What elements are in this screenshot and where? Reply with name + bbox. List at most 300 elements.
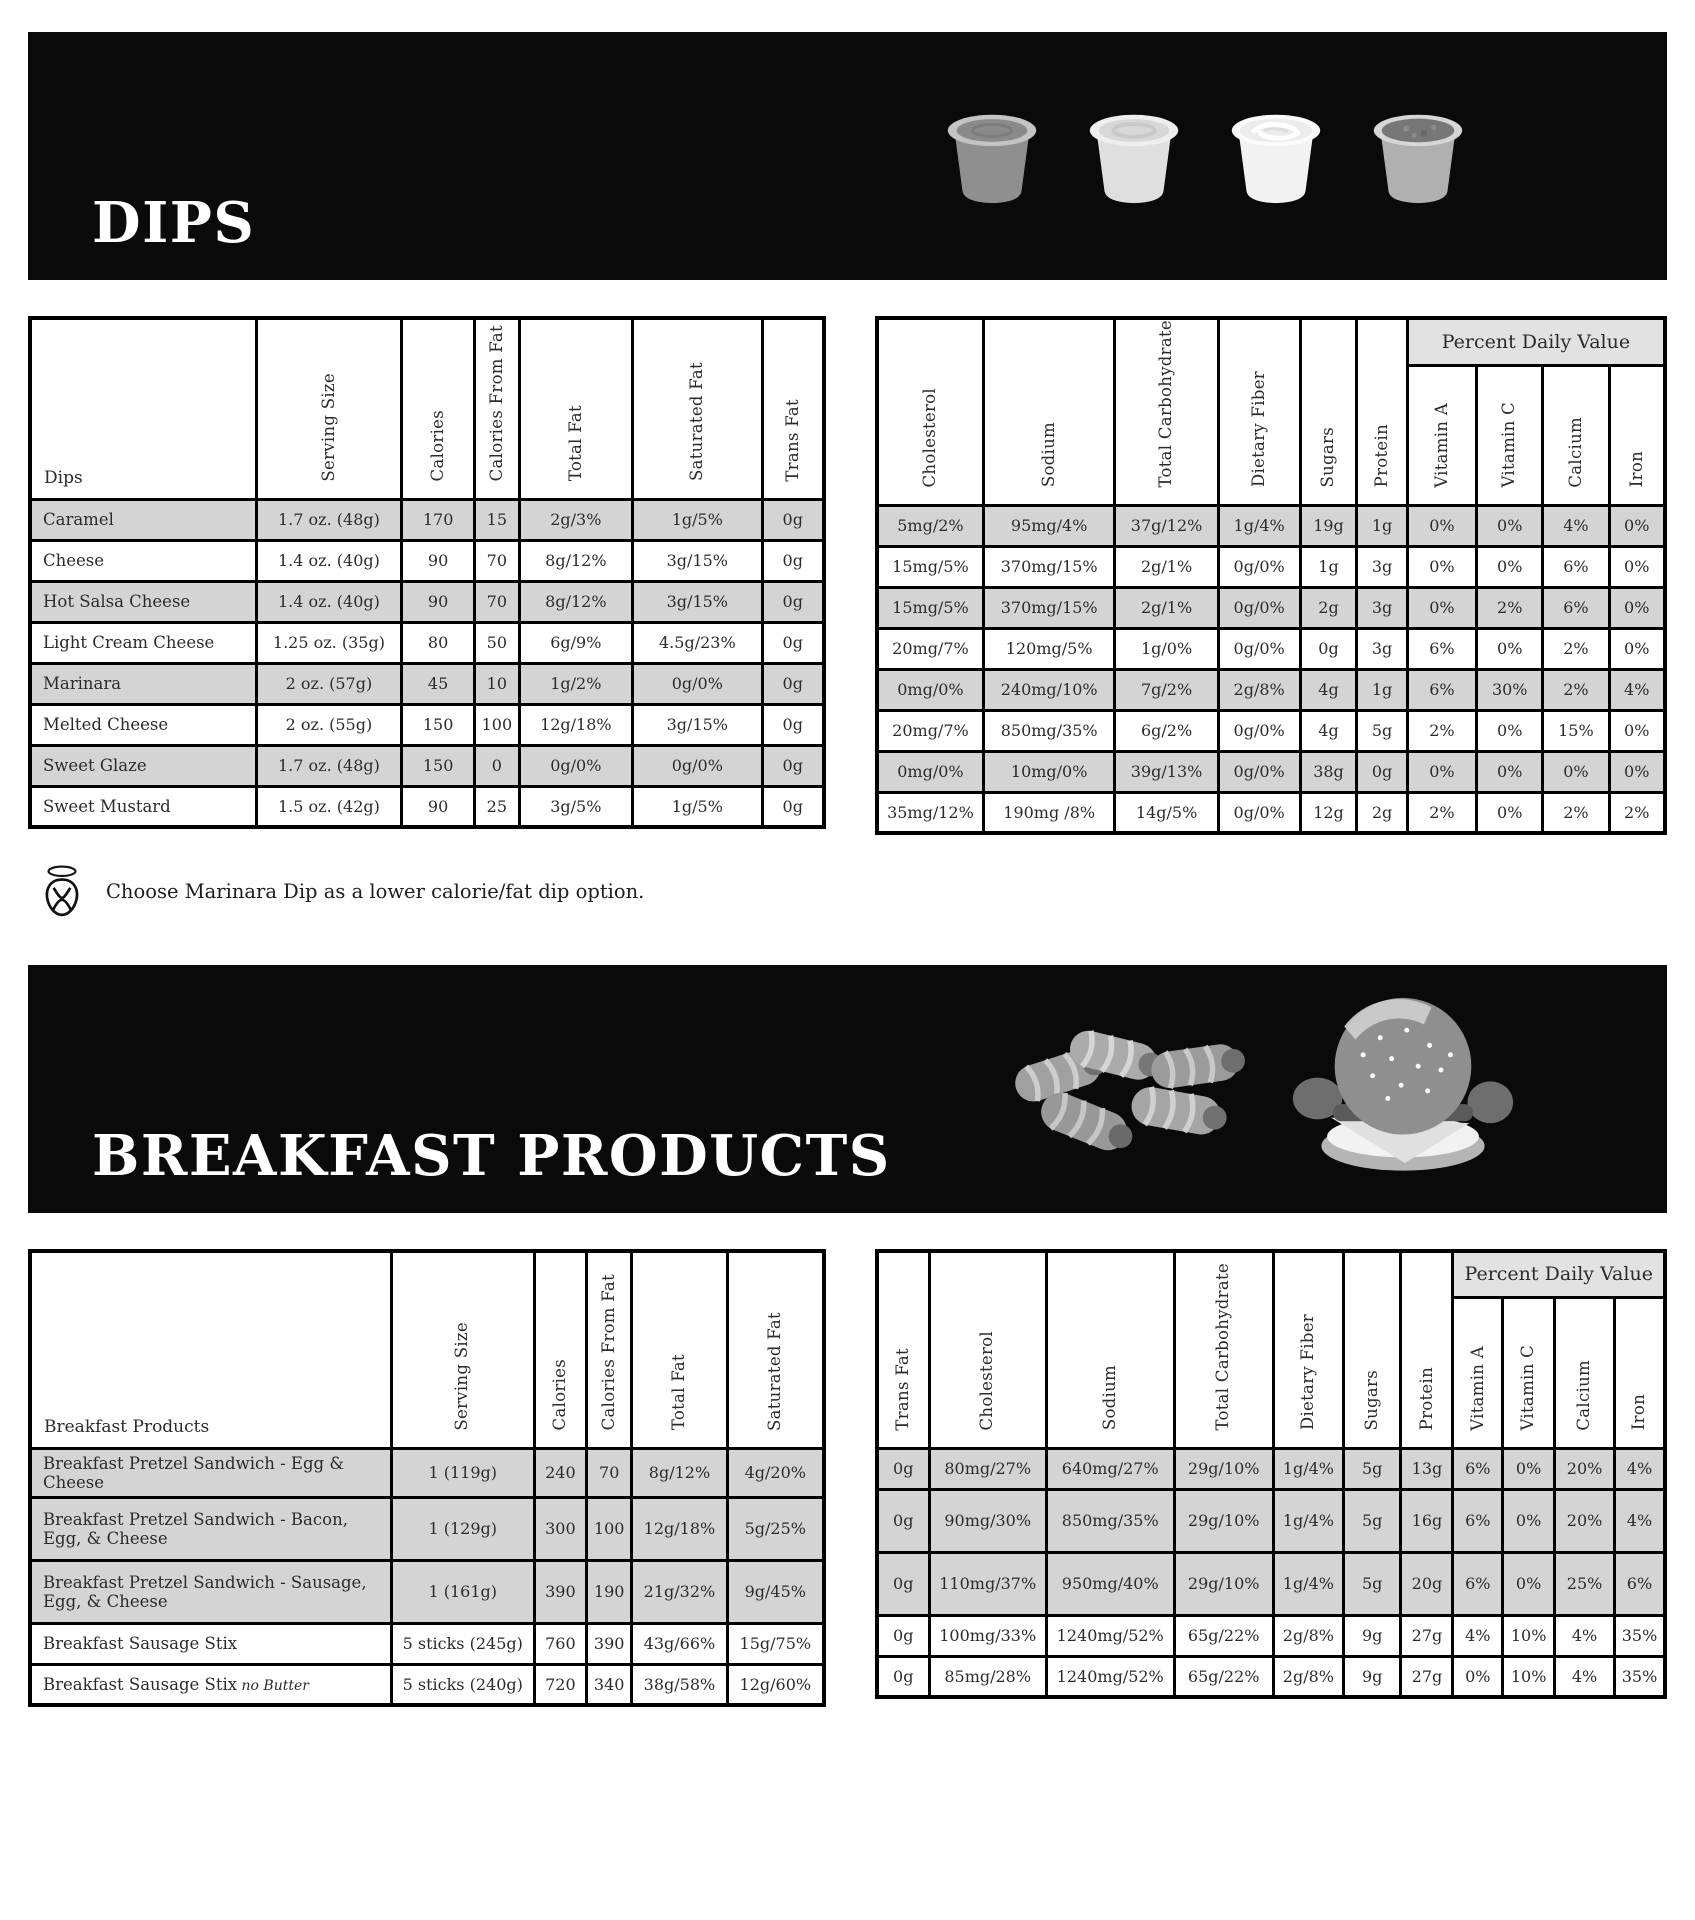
dips-tables-row <box>28 316 1667 835</box>
column-header: Dietary Fiber <box>1218 318 1300 505</box>
table-cell: 95mg/4% <box>983 505 1115 546</box>
table-cell: 25% <box>1555 1552 1615 1615</box>
table-cell: 6% <box>1614 1552 1665 1615</box>
table-cell: 0g <box>762 745 824 786</box>
table-cell: 1240mg/52% <box>1046 1656 1174 1697</box>
table-cell: 0% <box>1477 546 1543 587</box>
column-header: Total Carbohydrate <box>1174 1251 1273 1448</box>
table-cell: 90 <box>402 540 475 581</box>
table-cell: 0g/0% <box>1218 546 1300 587</box>
table-cell: 35% <box>1614 1615 1665 1656</box>
table-cell: 10% <box>1503 1615 1555 1656</box>
table-row <box>30 1560 824 1623</box>
table-cell: 0g/0% <box>519 745 633 786</box>
dips-note-text: Choose Marinara Dip as a lower calorie/fat dip option. <box>106 879 645 903</box>
table-cell: 0% <box>1477 505 1543 546</box>
table-cell: 0mg/0% <box>877 751 983 792</box>
table-row <box>877 1552 1665 1615</box>
table-cell: 0g <box>877 1656 929 1697</box>
table-cell: 1g <box>1357 669 1407 710</box>
breakfast-products-photo <box>1003 996 1517 1182</box>
table-cell: 1.25 oz. (35g) <box>256 622 401 663</box>
table-cell: 850mg/35% <box>983 710 1115 751</box>
table-cell: 340 <box>587 1664 632 1705</box>
table-cell: 65g/22% <box>1174 1656 1273 1697</box>
table-cell: 37g/12% <box>1115 505 1218 546</box>
pretzel-halo-icon <box>40 864 86 918</box>
cheese-dip-cup-image <box>1075 101 1193 211</box>
column-header: Sugars <box>1343 1251 1401 1448</box>
table-cell: 2g/8% <box>1273 1656 1343 1697</box>
table-cell: 720 <box>534 1664 586 1705</box>
table-cell: 9g/45% <box>727 1560 824 1623</box>
table-cell: 10% <box>1503 1656 1555 1697</box>
table-cell: 0g <box>762 622 824 663</box>
table-cell: 90mg/30% <box>929 1489 1046 1552</box>
column-header: Serving Size <box>256 318 401 499</box>
breakfast-section <box>28 965 1667 1707</box>
table-cell: 4% <box>1609 669 1665 710</box>
dip-cups-photo <box>933 101 1477 211</box>
table-cell: 0g/0% <box>1218 587 1300 628</box>
table-cell: 10 <box>475 663 519 704</box>
table-cell: 6% <box>1407 628 1476 669</box>
column-header: Calories From Fat <box>587 1251 632 1448</box>
table-cell: 170 <box>402 499 475 540</box>
row-label: Breakfast Sausage Stix no Butter <box>30 1664 391 1705</box>
table-cell: 4% <box>1555 1615 1615 1656</box>
table-cell: 6% <box>1543 587 1609 628</box>
table-cell: 90 <box>402 786 475 827</box>
table-cell: 4% <box>1614 1489 1665 1552</box>
table-cell: 0mg/0% <box>877 669 983 710</box>
table-cell: 16g <box>1401 1489 1453 1552</box>
column-header: Calories <box>402 318 475 499</box>
table-cell: 100 <box>475 704 519 745</box>
dips-banner <box>28 32 1667 280</box>
table-cell: 15 <box>475 499 519 540</box>
table-cell: 0% <box>1609 546 1665 587</box>
table-row <box>30 622 824 663</box>
table-cell: 1g/4% <box>1273 1489 1343 1552</box>
row-label: Sweet Glaze <box>30 745 256 786</box>
table-row <box>30 1497 824 1560</box>
table-row <box>877 628 1665 669</box>
table-cell: 29g/10% <box>1174 1489 1273 1552</box>
table-row <box>877 1656 1665 1697</box>
column-header: Dietary Fiber <box>1273 1251 1343 1448</box>
table-cell: 2g/1% <box>1115 546 1218 587</box>
table-row <box>30 663 824 704</box>
table-cell: 2g <box>1300 587 1357 628</box>
table-cell: 0g <box>877 1552 929 1615</box>
table-cell: 4% <box>1614 1448 1665 1489</box>
table-cell: 1 (119g) <box>391 1448 534 1497</box>
dips-nutrition-table-right <box>875 316 1667 835</box>
table-cell: 390 <box>534 1560 586 1623</box>
row-label: Marinara <box>30 663 256 704</box>
table-cell: 2 oz. (55g) <box>256 704 401 745</box>
table-cell: 0g/0% <box>633 663 762 704</box>
column-header: Sodium <box>1046 1251 1174 1448</box>
column-header: Calories <box>534 1251 586 1448</box>
table-row <box>877 546 1665 587</box>
column-header: Cholesterol <box>877 318 983 505</box>
table-cell: 0% <box>1477 710 1543 751</box>
table-cell: 4.5g/23% <box>633 622 762 663</box>
table-cell: 12g/60% <box>727 1664 824 1705</box>
dips-note <box>40 861 1667 921</box>
table-cell: 370mg/15% <box>983 546 1115 587</box>
table-cell: 25 <box>475 786 519 827</box>
row-label: Light Cream Cheese <box>30 622 256 663</box>
table-cell: 1g <box>1300 546 1357 587</box>
table-row <box>30 581 824 622</box>
row-label: Breakfast Pretzel Sandwich - Sausage, Egg, & Cheese <box>30 1560 391 1623</box>
row-label: Breakfast Pretzel Sandwich - Bacon, Egg, & Cheese <box>30 1497 391 1560</box>
table-cell: 0g/0% <box>1218 710 1300 751</box>
table-cell: 0% <box>1477 628 1543 669</box>
table-cell: 14g/5% <box>1115 792 1218 833</box>
table-cell: 0% <box>1503 1552 1555 1615</box>
section-title-dips: DIPS <box>92 190 256 256</box>
table-cell: 5g/25% <box>727 1497 824 1560</box>
row-label: Cheese <box>30 540 256 581</box>
table-row <box>877 505 1665 546</box>
salsa-dip-cup-image <box>1359 101 1477 211</box>
table-cell: 0% <box>1477 792 1543 833</box>
table-cell: 0% <box>1609 505 1665 546</box>
table-cell: 4% <box>1555 1656 1615 1697</box>
table-cell: 7g/2% <box>1115 669 1218 710</box>
table-cell: 100 <box>587 1497 632 1560</box>
dips-nutrition-table-left <box>28 316 826 829</box>
table-row <box>30 499 824 540</box>
table-cell: 110mg/37% <box>929 1552 1046 1615</box>
table-cell: 2g/3% <box>519 499 633 540</box>
table-cell: 20% <box>1555 1489 1615 1552</box>
breakfast-nutrition-table-left <box>28 1249 826 1707</box>
table-cell: 370mg/15% <box>983 587 1115 628</box>
column-header: Calcium <box>1555 1297 1615 1448</box>
table-row <box>877 1615 1665 1656</box>
table-cell: 6% <box>1453 1448 1503 1489</box>
table-cell: 0% <box>1609 587 1665 628</box>
table-corner-label: Breakfast Products <box>30 1251 391 1448</box>
table-cell: 0g <box>1357 751 1407 792</box>
table-cell: 0% <box>1453 1656 1503 1697</box>
table-cell: 80mg/27% <box>929 1448 1046 1489</box>
table-cell: 0g <box>762 663 824 704</box>
table-row <box>877 710 1665 751</box>
column-header: Calcium <box>1543 366 1609 506</box>
table-cell: 240 <box>534 1448 586 1497</box>
table-cell: 15% <box>1543 710 1609 751</box>
table-cell: 1g/2% <box>519 663 633 704</box>
table-cell: 0% <box>1609 628 1665 669</box>
column-header: Saturated Fat <box>727 1251 824 1448</box>
table-cell: 0g <box>762 499 824 540</box>
table-cell: 2% <box>1609 792 1665 833</box>
table-cell: 3g <box>1357 628 1407 669</box>
table-cell: 5g <box>1343 1489 1401 1552</box>
table-cell: 2% <box>1477 587 1543 628</box>
table-cell: 19g <box>1300 505 1357 546</box>
caramel-dip-cup-image <box>933 101 1051 211</box>
table-corner-label: Dips <box>30 318 256 499</box>
table-cell: 85mg/28% <box>929 1656 1046 1697</box>
table-cell: 2g/1% <box>1115 587 1218 628</box>
table-cell: 3g/15% <box>633 704 762 745</box>
table-cell: 5mg/2% <box>877 505 983 546</box>
table-cell: 3g/15% <box>633 581 762 622</box>
table-cell: 120mg/5% <box>983 628 1115 669</box>
table-cell: 2% <box>1407 710 1476 751</box>
table-cell: 9g <box>1343 1615 1401 1656</box>
table-cell: 850mg/35% <box>1046 1489 1174 1552</box>
table-cell: 9g <box>1343 1656 1401 1697</box>
row-label: Hot Salsa Cheese <box>30 581 256 622</box>
breakfast-banner <box>28 965 1667 1213</box>
table-cell: 300 <box>534 1497 586 1560</box>
column-header: Trans Fat <box>762 318 824 499</box>
table-cell: 8g/12% <box>519 581 633 622</box>
column-header: Calories From Fat <box>475 318 519 499</box>
table-cell: 2% <box>1543 792 1609 833</box>
table-cell: 1g/4% <box>1273 1448 1343 1489</box>
table-cell: 80 <box>402 622 475 663</box>
table-cell: 0% <box>1407 505 1476 546</box>
table-cell: 38g <box>1300 751 1357 792</box>
table-cell: 6g/9% <box>519 622 633 663</box>
column-header: Vitamin C <box>1477 366 1543 506</box>
table-cell: 15g/75% <box>727 1623 824 1664</box>
cream-dip-cup-image <box>1217 101 1335 211</box>
column-header: Total Fat <box>519 318 633 499</box>
table-cell: 1g/5% <box>633 786 762 827</box>
dips-section <box>28 32 1667 921</box>
table-row <box>30 1623 824 1664</box>
row-label: Breakfast Pretzel Sandwich - Egg & Cheese <box>30 1448 391 1497</box>
table-cell: 20mg/7% <box>877 710 983 751</box>
table-cell: 38g/58% <box>632 1664 727 1705</box>
table-cell: 13g <box>1401 1448 1453 1489</box>
table-cell: 8g/12% <box>632 1448 727 1497</box>
table-cell: 2% <box>1543 669 1609 710</box>
table-cell: 5g <box>1343 1448 1401 1489</box>
table-cell: 15mg/5% <box>877 546 983 587</box>
table-cell: 240mg/10% <box>983 669 1115 710</box>
table-cell: 5 sticks (245g) <box>391 1623 534 1664</box>
table-row <box>877 1448 1665 1489</box>
breakfast-nutrition-table-right <box>875 1249 1667 1699</box>
table-cell: 12g <box>1300 792 1357 833</box>
table-row <box>30 786 824 827</box>
table-cell: 0g <box>877 1448 929 1489</box>
table-cell: 0g <box>1300 628 1357 669</box>
table-cell: 27g <box>1401 1656 1453 1697</box>
table-cell: 0g/0% <box>1218 751 1300 792</box>
table-cell: 0g <box>762 540 824 581</box>
percent-daily-value-header: Percent Daily Value <box>1407 318 1665 366</box>
table-cell: 0g <box>762 581 824 622</box>
table-cell: 20g <box>1401 1552 1453 1615</box>
table-cell: 3g/5% <box>519 786 633 827</box>
table-cell: 1 (161g) <box>391 1560 534 1623</box>
table-cell: 390 <box>587 1623 632 1664</box>
table-cell: 1g/0% <box>1115 628 1218 669</box>
breakfast-sandwich-image <box>1289 996 1517 1182</box>
table-cell: 5 sticks (240g) <box>391 1664 534 1705</box>
table-cell: 4% <box>1453 1615 1503 1656</box>
table-cell: 190 <box>587 1560 632 1623</box>
table-cell: 760 <box>534 1623 586 1664</box>
table-cell: 6% <box>1453 1552 1503 1615</box>
table-cell: 50 <box>475 622 519 663</box>
table-cell: 150 <box>402 745 475 786</box>
table-row <box>30 540 824 581</box>
table-cell: 15mg/5% <box>877 587 983 628</box>
section-title-breakfast: BREAKFAST PRODUCTS <box>92 1123 891 1190</box>
table-cell: 12g/18% <box>632 1497 727 1560</box>
table-cell: 0% <box>1477 751 1543 792</box>
row-label: Sweet Mustard <box>30 786 256 827</box>
table-cell: 150 <box>402 704 475 745</box>
table-cell: 10mg/0% <box>983 751 1115 792</box>
table-cell: 0% <box>1503 1489 1555 1552</box>
table-cell: 1g/4% <box>1273 1552 1343 1615</box>
table-cell: 2% <box>1543 628 1609 669</box>
table-row <box>30 745 824 786</box>
table-cell: 0% <box>1609 751 1665 792</box>
table-cell: 1g/4% <box>1218 505 1300 546</box>
table-cell: 0g <box>762 786 824 827</box>
column-header: Iron <box>1609 366 1665 506</box>
table-cell: 0g <box>877 1489 929 1552</box>
table-cell: 29g/10% <box>1174 1448 1273 1489</box>
column-header: Trans Fat <box>877 1251 929 1448</box>
table-cell: 70 <box>475 540 519 581</box>
table-cell: 6% <box>1453 1489 1503 1552</box>
table-cell: 0% <box>1609 710 1665 751</box>
table-cell: 8g/12% <box>519 540 633 581</box>
table-cell: 190mg /8% <box>983 792 1115 833</box>
table-cell: 70 <box>475 581 519 622</box>
table-cell: 1.7 oz. (48g) <box>256 745 401 786</box>
table-cell: 100mg/33% <box>929 1615 1046 1656</box>
column-header: Vitamin A <box>1453 1297 1503 1448</box>
column-header: Iron <box>1614 1297 1665 1448</box>
table-cell: 0g <box>762 704 824 745</box>
table-cell: 0g/0% <box>633 745 762 786</box>
table-cell: 640mg/27% <box>1046 1448 1174 1489</box>
table-cell: 1.7 oz. (48g) <box>256 499 401 540</box>
table-cell: 27g <box>1401 1615 1453 1656</box>
row-label: Breakfast Sausage Stix <box>30 1623 391 1664</box>
table-cell: 6g/2% <box>1115 710 1218 751</box>
table-cell: 1g/5% <box>633 499 762 540</box>
column-header: Serving Size <box>391 1251 534 1448</box>
breakfast-tables-row <box>28 1249 1667 1707</box>
table-cell: 1.5 oz. (42g) <box>256 786 401 827</box>
table-row <box>877 587 1665 628</box>
table-cell: 29g/10% <box>1174 1552 1273 1615</box>
table-cell: 45 <box>402 663 475 704</box>
table-cell: 65g/22% <box>1174 1615 1273 1656</box>
column-header: Vitamin A <box>1407 366 1476 506</box>
table-cell: 35mg/12% <box>877 792 983 833</box>
table-cell: 4g <box>1300 710 1357 751</box>
table-cell: 2g <box>1357 792 1407 833</box>
table-cell: 3g <box>1357 587 1407 628</box>
table-cell: 950mg/40% <box>1046 1552 1174 1615</box>
table-cell: 3g/15% <box>633 540 762 581</box>
row-label: Melted Cheese <box>30 704 256 745</box>
table-cell: 39g/13% <box>1115 751 1218 792</box>
table-cell: 4g/20% <box>727 1448 824 1497</box>
table-cell: 1240mg/52% <box>1046 1615 1174 1656</box>
column-header: Total Carbohydrate <box>1115 318 1218 505</box>
table-cell: 1 (129g) <box>391 1497 534 1560</box>
column-header: Cholesterol <box>929 1251 1046 1448</box>
table-cell: 4% <box>1543 505 1609 546</box>
table-cell: 6% <box>1543 546 1609 587</box>
table-cell: 0% <box>1543 751 1609 792</box>
table-cell: 2% <box>1407 792 1476 833</box>
column-header: Total Fat <box>632 1251 727 1448</box>
table-cell: 1.4 oz. (40g) <box>256 540 401 581</box>
column-header: Sugars <box>1300 318 1357 505</box>
column-header: Sodium <box>983 318 1115 505</box>
percent-daily-value-header: Percent Daily Value <box>1453 1251 1665 1297</box>
table-cell: 4g <box>1300 669 1357 710</box>
table-cell: 30% <box>1477 669 1543 710</box>
table-cell: 90 <box>402 581 475 622</box>
table-cell: 43g/66% <box>632 1623 727 1664</box>
table-row <box>877 1489 1665 1552</box>
column-header: Protein <box>1401 1251 1453 1448</box>
table-cell: 0g <box>877 1615 929 1656</box>
table-cell: 6% <box>1407 669 1476 710</box>
table-row <box>30 1448 824 1497</box>
table-cell: 1g <box>1357 505 1407 546</box>
row-label: Caramel <box>30 499 256 540</box>
table-cell: 0% <box>1407 587 1476 628</box>
table-cell: 12g/18% <box>519 704 633 745</box>
table-cell: 0g/0% <box>1218 792 1300 833</box>
column-header: Vitamin C <box>1503 1297 1555 1448</box>
table-cell: 5g <box>1343 1552 1401 1615</box>
table-row <box>30 704 824 745</box>
column-header: Protein <box>1357 318 1407 505</box>
sausage-stix-image <box>1003 1011 1259 1167</box>
table-row <box>877 751 1665 792</box>
table-cell: 35% <box>1614 1656 1665 1697</box>
table-cell: 0% <box>1407 751 1476 792</box>
table-cell: 2g/8% <box>1273 1615 1343 1656</box>
table-cell: 5g <box>1357 710 1407 751</box>
table-cell: 20mg/7% <box>877 628 983 669</box>
table-row <box>30 1664 824 1705</box>
table-cell: 1.4 oz. (40g) <box>256 581 401 622</box>
table-cell: 0% <box>1503 1448 1555 1489</box>
table-cell: 0% <box>1407 546 1476 587</box>
table-cell: 2 oz. (57g) <box>256 663 401 704</box>
table-cell: 2g/8% <box>1218 669 1300 710</box>
table-cell: 70 <box>587 1448 632 1497</box>
table-row <box>877 669 1665 710</box>
table-cell: 0 <box>475 745 519 786</box>
